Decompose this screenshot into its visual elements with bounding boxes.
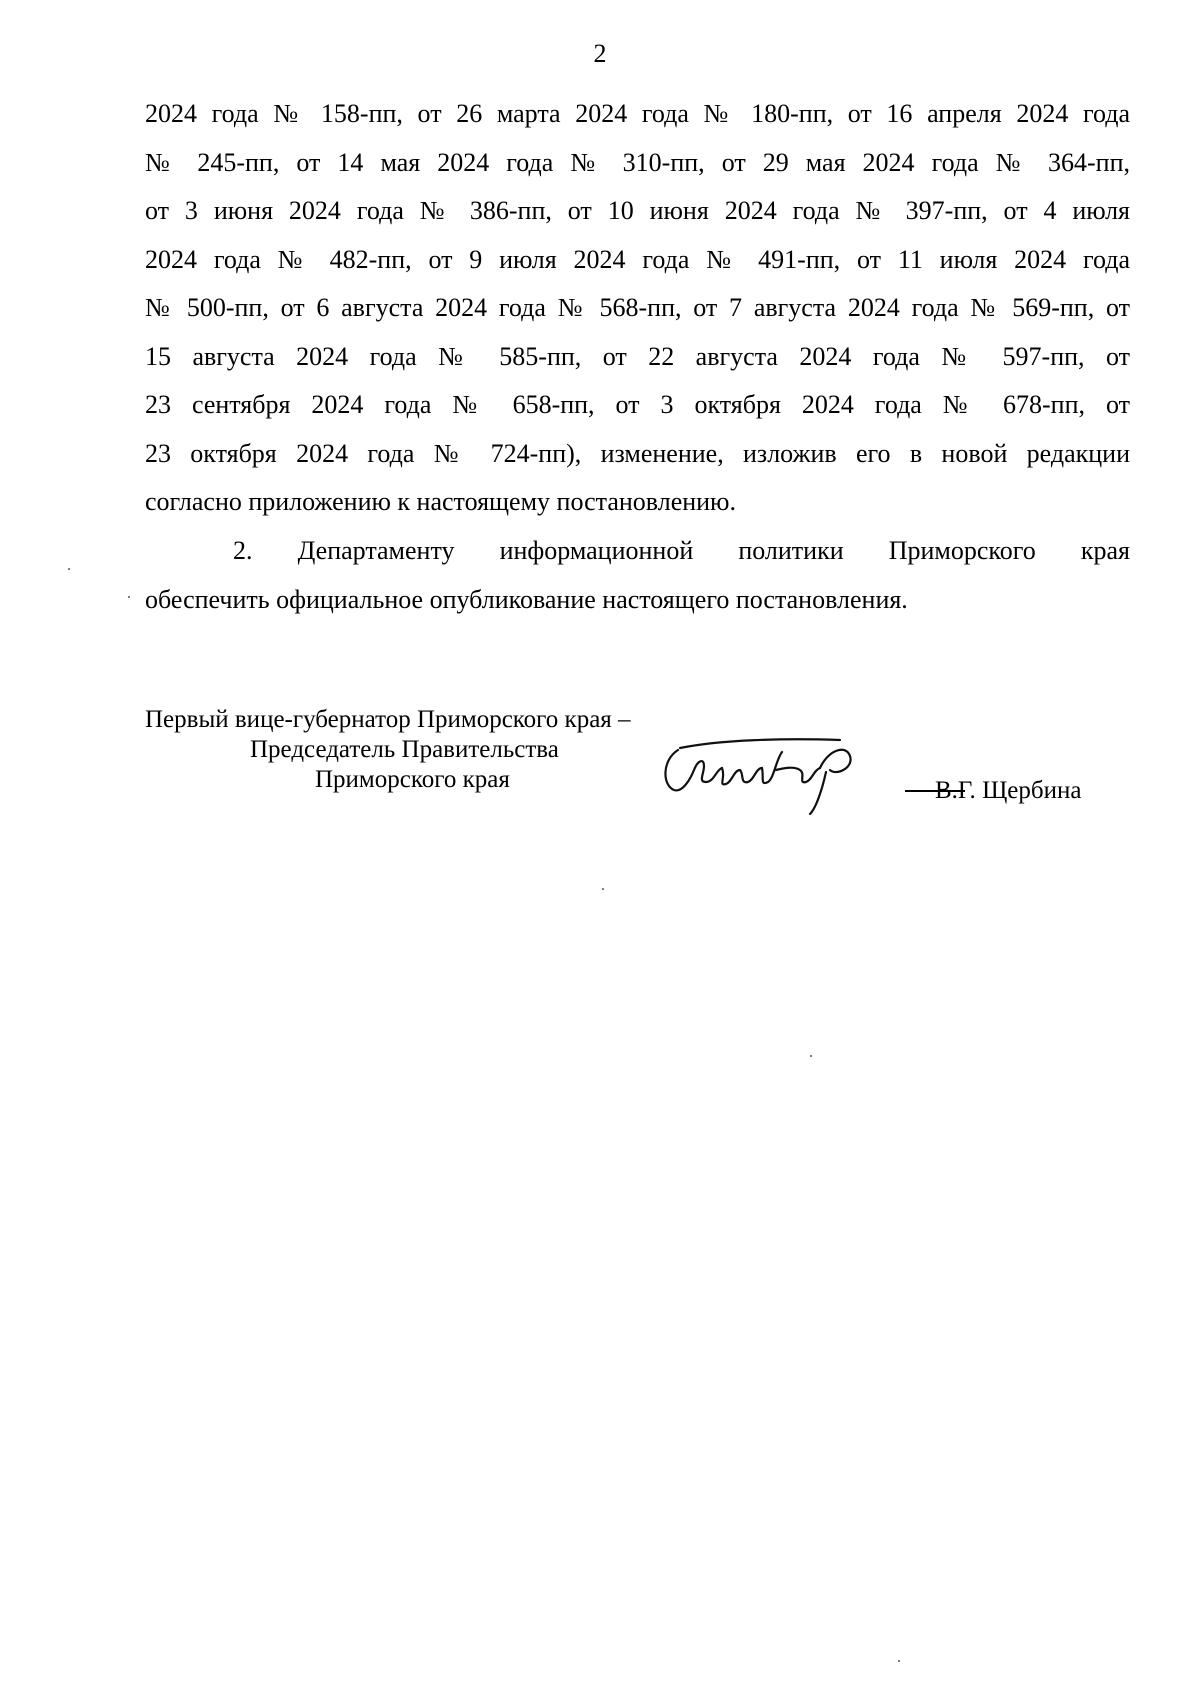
signatory-title-line: Председатель Правительства bbox=[250, 736, 559, 763]
paragraph-1-line: № 500-пп, от 6 августа 2024 года № 568-пп, от 7 августа 2024 года № 569-пп, от bbox=[145, 293, 1130, 322]
paragraph-1-line: 2024 года № 482-пп, от 9 июля 2024 года № 491-пп, от 11 июля 2024 года bbox=[145, 244, 1130, 274]
paragraph-1-line: согласно приложению к настоящему постановлению. bbox=[145, 487, 736, 516]
signer-surname: Щербина bbox=[982, 777, 1082, 804]
paragraph-2 bbox=[145, 527, 1130, 624]
handwritten-signature bbox=[660, 730, 900, 820]
paragraph-1-line: 23 сентября 2024 года № 658-пп, от 3 октября 2024 года № 678-пп, от bbox=[145, 390, 1130, 419]
scan-speck bbox=[68, 568, 70, 570]
scan-speck bbox=[810, 1055, 812, 1057]
paragraph-1-line: от 3 июня 2024 года № 386-пп, от 10 июня 2024 года № 397-пп, от 4 июля bbox=[145, 196, 1130, 225]
scan-speck bbox=[898, 1660, 900, 1662]
scan-speck bbox=[602, 888, 604, 890]
paragraph-1-line: 15 августа 2024 года № 585-пп, от 22 августа 2024 года № 597-пп, от bbox=[145, 341, 1130, 371]
paragraph-1-line: 2024 года № 158-пп, от 26 марта 2024 года № 180-пп, от 16 апреля 2024 года bbox=[145, 99, 1130, 128]
scan-speck bbox=[128, 596, 130, 598]
signatory-title-line: Первый вице-губернатор Приморского края – bbox=[145, 706, 631, 733]
paragraph-1 bbox=[145, 90, 1130, 527]
signatory-title-line: Приморского края bbox=[315, 766, 510, 793]
page-number: 2 bbox=[593, 39, 607, 68]
signer-name bbox=[935, 776, 1081, 806]
paragraph-1-line: 23 октября 2024 года № 724-пп), изменение, изложив его в новой редакции bbox=[145, 438, 1130, 468]
paragraph-2-line: обеспечить официальное опубликование настоящего постановления. bbox=[145, 584, 908, 614]
paragraph-1-line: № 245-пп, от 14 мая 2024 года № 310-пп, от 29 мая 2024 года № 364-пп, bbox=[145, 147, 1130, 177]
signer-initials: В.Г. bbox=[935, 777, 976, 804]
paragraph-2-line: 2. Департаменту информационной политики Приморского края bbox=[233, 536, 1130, 565]
